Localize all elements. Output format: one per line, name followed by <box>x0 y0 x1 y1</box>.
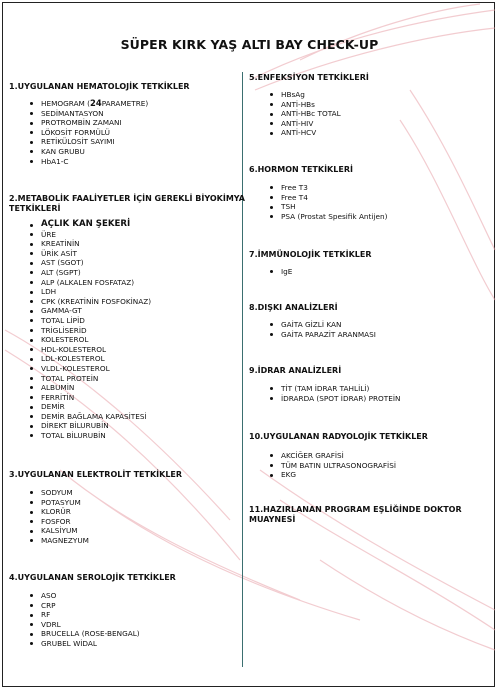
list-item: RF <box>9 610 176 620</box>
list-item: TOTAL PROTEİN <box>9 374 245 384</box>
list-item: LDH <box>9 287 245 297</box>
list-item: DEMİR BAĞLAMA KAPASİTESİ <box>9 412 245 422</box>
list-item: HBsAg <box>249 90 369 100</box>
section-infection <box>249 73 369 138</box>
list-item: TRİGLİSERİD <box>9 326 245 336</box>
section-immunology <box>249 250 372 277</box>
list-item: HEMOGRAM (24PARAMETRE) <box>9 99 190 109</box>
list-item: MAGNEZYUM <box>9 536 182 546</box>
list-item: ALBUMİN <box>9 383 245 393</box>
section-serology <box>9 573 176 649</box>
list-item: GAMMA-GT <box>9 306 245 316</box>
list-item: Free T3 <box>249 183 387 193</box>
list-item: CRP <box>9 601 176 611</box>
list-item: TOTAL BİLURUBİN <box>9 431 245 441</box>
list-item: VLDL-KOLESTEROL <box>9 364 245 374</box>
list-item: HbA1-C <box>9 157 190 167</box>
list-item: EKG <box>249 470 428 480</box>
list-item: ASO <box>9 591 176 601</box>
list-item: Free T4 <box>249 193 387 203</box>
list-item: SODYUM <box>9 488 182 498</box>
list-item: PROTROMBİN ZAMANI <box>9 118 190 128</box>
section-heading: 10.UYGULANAN RADYOLOJİK TETKİKLER <box>249 432 428 441</box>
list-item: KLORÜR <box>9 507 182 517</box>
list-item: BRUCELLA (ROSE-BENGAL) <box>9 629 176 639</box>
list-item: LÖKOSİT FORMÜLÜ <box>9 128 190 138</box>
list-item: ANTİ-HIV <box>249 119 369 129</box>
list-item: TOTAL LİPİD <box>9 316 245 326</box>
list-item: RETİKÜLOSİT SAYIMI <box>9 137 190 147</box>
list-item: FOSFOR <box>9 517 182 527</box>
list-item: İDRARDA (SPOT İDRAR) PROTEİN <box>249 394 400 404</box>
list-item: AST (SGOT) <box>9 258 245 268</box>
list-item: LDL-KOLESTEROL <box>9 354 245 364</box>
section-electrolytes <box>9 470 182 546</box>
section-hematology <box>9 82 190 166</box>
list-item: GAİTA GİZLİ KAN <box>249 320 376 330</box>
list-item: GAİTA PARAZİT ARANMASI <box>249 330 376 340</box>
list-item: ANTİ-HBs <box>249 100 369 110</box>
list-item: DİREKT BİLURUBİN <box>9 421 245 431</box>
list-item: KREATİNİN <box>9 239 245 249</box>
list-item: SEDİMANTASYON <box>9 109 190 119</box>
section-hormone <box>249 165 387 221</box>
section-heading: 5.ENFEKSİYON TETKİKLERİ <box>249 73 369 82</box>
list-item: CPK (KREATİNİN FOSFOKİNAZ) <box>9 297 245 307</box>
list-item: KALSİYUM <box>9 526 182 536</box>
section-heading: 9.İDRAR ANALİZLERİ <box>249 366 342 375</box>
list-item: KOLESTEROL <box>9 335 245 345</box>
section-heading: 7.İMMÜNOLOJİK TETKİKLER <box>249 250 372 259</box>
list-item: TÜM BATIN ULTRASONOGRAFİSİ <box>249 461 428 471</box>
list-item: VDRL <box>9 620 176 630</box>
list-item: FERRİTİN <box>9 393 245 403</box>
section-heading: 11.HAZIRLANAN PROGRAM EŞLİĞİNDE DOKTOR MUAYNESİ <box>249 505 465 524</box>
list-item: AKCİĞER GRAFİSİ <box>249 451 428 461</box>
section-doctor-exam <box>249 505 499 525</box>
list-item: TSH <box>249 202 387 212</box>
list-item: ÜRİK ASİT <box>9 249 245 259</box>
section-heading: 6.HORMON TETKİKLERİ <box>249 165 353 174</box>
section-heading: 2.METABOLİK FAALİYETLER İÇİN GEREKLİ BİYOKİMYA TETKİKLERİ <box>9 194 245 213</box>
section-stool <box>249 303 376 339</box>
list-item: POTASYUM <box>9 498 182 508</box>
list-item: TİT (TAM İDRAR TAHLİLİ) <box>249 384 400 394</box>
list-item: PSA (Prostat Spesifik Antijen) <box>249 212 387 222</box>
list-item: ALT (SGPT) <box>9 268 245 278</box>
list-item: ANTİ-HCV <box>249 128 369 138</box>
section-heading: 3.UYGULANAN ELEKTROLİT TETKİKLER <box>9 470 183 479</box>
list-item: AÇLIK KAN ŞEKERİ <box>9 220 245 230</box>
list-item: ANTİ-HBc TOTAL <box>249 109 369 119</box>
section-radiology <box>249 432 428 480</box>
list-item: IgE <box>249 267 372 277</box>
list-item: DEMİR <box>9 402 245 412</box>
section-urine <box>249 366 400 403</box>
list-item: ÜRE <box>9 230 245 240</box>
section-biochemistry <box>9 194 245 441</box>
list-item: GRUBEL WİDAL <box>9 639 176 649</box>
page-title: SÜPER KIRK YAŞ ALTI BAY CHECK-UP <box>120 37 379 52</box>
section-heading: 1.UYGULANAN HEMATOLOJİK TETKİKLER <box>9 82 190 91</box>
list-item: ALP (ALKALEN FOSFATAZ) <box>9 278 245 288</box>
section-heading: 4.UYGULANAN SEROLOJİK TETKİKLER <box>9 573 176 582</box>
list-item: HDL-KOLESTEROL <box>9 345 245 355</box>
section-heading: 8.DIŞKI ANALİZLERİ <box>249 303 338 312</box>
list-item: KAN GRUBU <box>9 147 190 157</box>
